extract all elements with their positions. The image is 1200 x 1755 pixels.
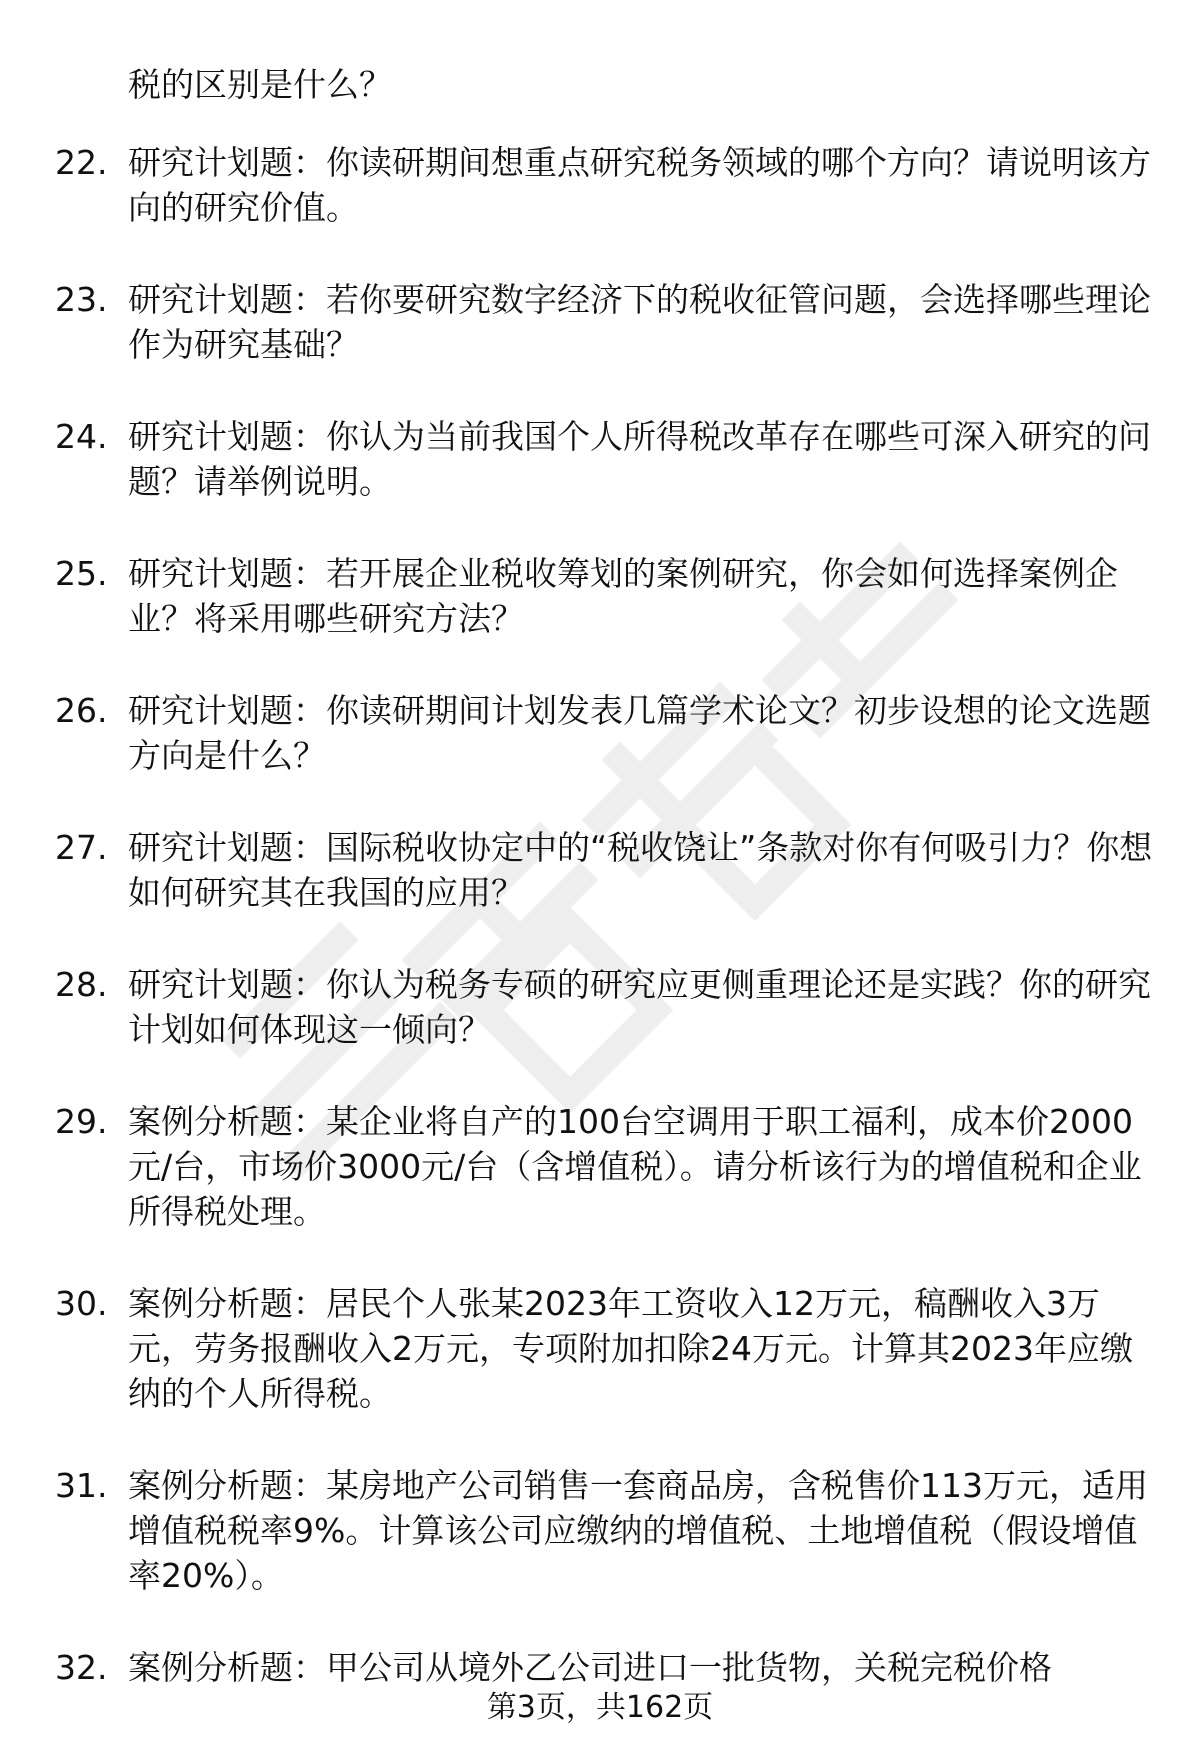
list-item xyxy=(0,277,1160,367)
item-text: 案例分析题：某企业将自产的100台空调用于职工福利，成本价2000元/台，市场价3000元/台（含增值税）。请分析该行为的增值税和企业所得税处理。 xyxy=(128,1102,1142,1231)
list-item xyxy=(0,825,1160,915)
item-number: 31. xyxy=(55,1466,108,1505)
item-number: 23. xyxy=(55,280,108,319)
item-text: 研究计划题：你读研期间想重点研究税务领域的哪个方向？请说明该方向的研究价值。 xyxy=(128,143,1151,227)
list-item xyxy=(0,1099,1160,1234)
list-item xyxy=(0,551,1160,641)
list-item xyxy=(0,414,1160,504)
list-item xyxy=(0,962,1160,1052)
item-text: 研究计划题：你认为税务专硕的研究应更侧重理论还是实践？你的研究计划如何体现这一倾向？ xyxy=(128,965,1151,1049)
item-number: 30. xyxy=(55,1284,108,1323)
item-text: 案例分析题：某房地产公司销售一套商品房，含税售价113万元，适用增值税税率9%。计算该公司应缴纳的增值税、土地增值税（假设增值率20%）。 xyxy=(128,1466,1148,1595)
item-number: 22. xyxy=(55,143,108,182)
item-number: 32. xyxy=(55,1648,108,1687)
item-text: 研究计划题：国际税收协定中的“税收饶让”条款对你有何吸引力？你想如何研究其在我国的应用？ xyxy=(128,828,1153,912)
item-text: 研究计划题：你认为当前我国个人所得税改革存在哪些可深入研究的问题？请举例说明。 xyxy=(128,417,1151,501)
list-item xyxy=(0,688,1160,778)
list-item xyxy=(0,1645,1160,1690)
item-number: 28. xyxy=(55,965,108,1004)
item-number: 26. xyxy=(55,691,108,730)
question-list xyxy=(0,140,1200,1737)
item-number: 29. xyxy=(55,1102,108,1141)
item-text: 案例分析题：居民个人张某2023年工资收入12万元，稿酬收入3万元，劳务报酬收入2万元，专项附加扣除24万元。计算其2023年应缴纳的个人所得税。 xyxy=(128,1284,1133,1413)
continuation-text: 税的区别是什么？ xyxy=(128,65,392,104)
item-text: 研究计划题：你读研期间计划发表几篇学术论文？初步设想的论文选题方向是什么？ xyxy=(128,691,1151,775)
list-item xyxy=(0,1463,1160,1598)
item-number: 24. xyxy=(55,417,108,456)
item-number: 27. xyxy=(55,828,108,867)
list-item xyxy=(0,1281,1160,1416)
item-text: 案例分析题：甲公司从境外乙公司进口一批货物，关税完税价格 xyxy=(128,1648,1052,1687)
list-item xyxy=(0,140,1160,230)
item-text: 研究计划题：若开展企业税收筹划的案例研究，你会如何选择案例企业？将采用哪些研究方法？ xyxy=(128,554,1118,638)
item-text: 研究计划题：若你要研究数字经济下的税收征管问题，会选择哪些理论作为研究基础？ xyxy=(128,280,1151,364)
item-number: 25. xyxy=(55,554,108,593)
page-footer: 第3页，共162页 xyxy=(486,1690,714,1725)
